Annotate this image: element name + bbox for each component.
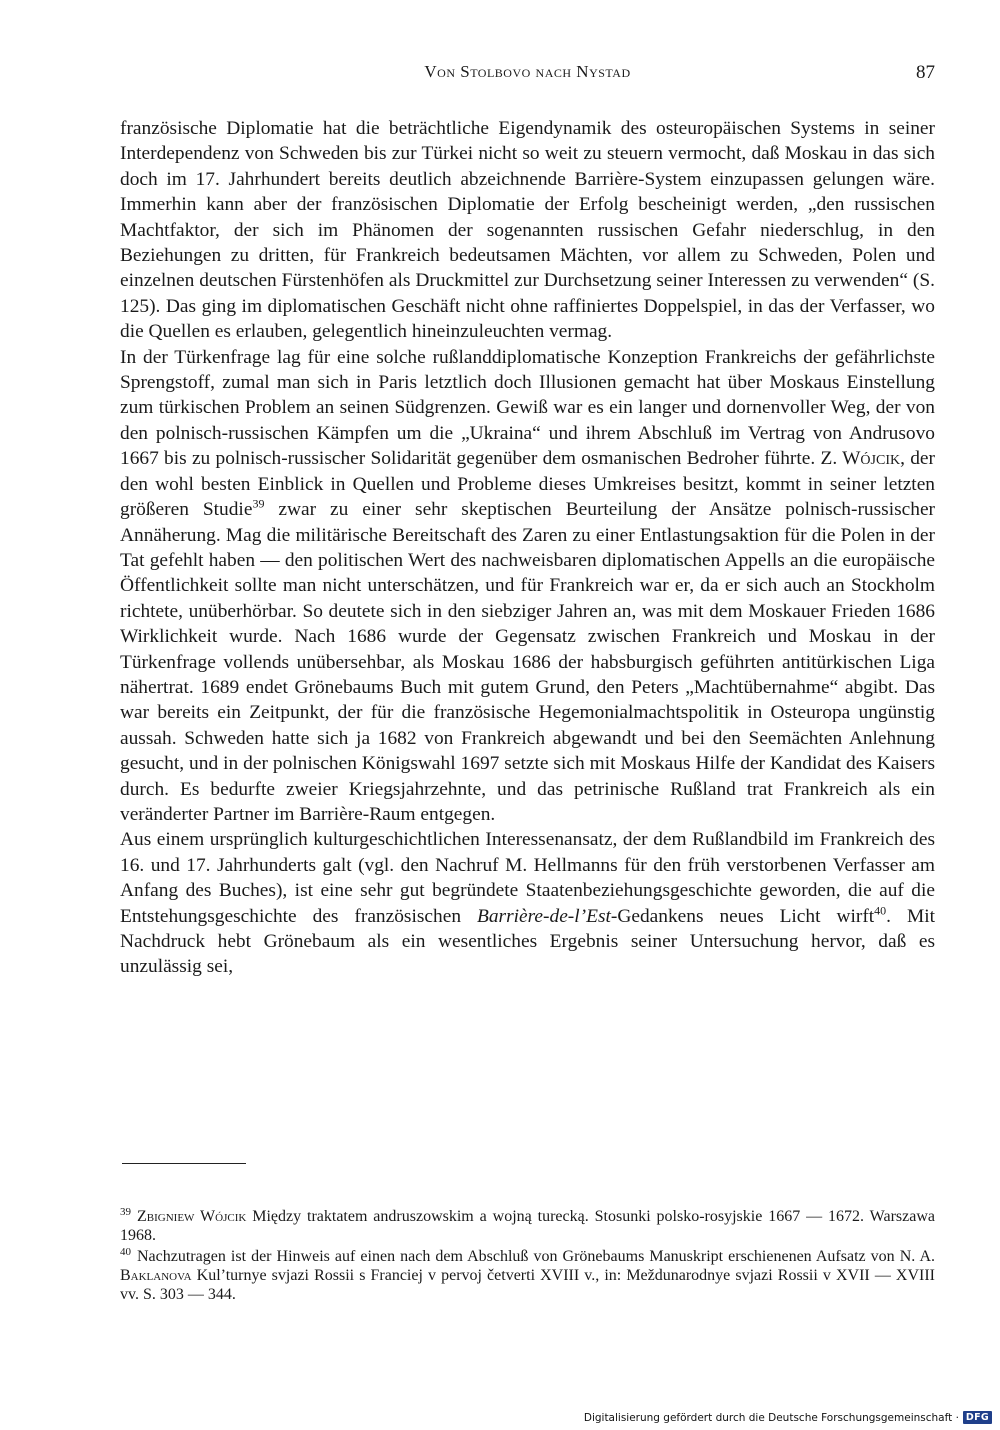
footnote-number: 40 — [120, 1245, 131, 1258]
footnote-author: Baklanova — [120, 1267, 192, 1284]
footnote-ref-39: 39 — [252, 496, 265, 511]
paragraph-3-part-a: Aus einem ursprünglich kulturgeschichtlichen Interessenansatz, der dem Rußlandbild im Frankreich des 16. und 17. Jahrhunderts galt (vgl. den Nachruf M. Hellmanns für den früh verstorbenen Verfasser am Anfang des Buches), ist eine sehr gut begründete Staatenbeziehungsgeschichte geworden, die auf die Entstehungsgeschichte des französischen — [120, 829, 935, 927]
footnote-text: Nachzutragen ist der Hinweis auf einen nach dem Abschluß von Grönebaums Manuskript erschienenen Aufsatz von N. A. — [137, 1248, 935, 1265]
paragraph-3-part-b: -Gedankens neues Licht wirft — [610, 905, 875, 927]
paragraph-2-part-c: zwar zu einer sehr skeptischen Beurteilung der Ansätze polnisch-russischer Annäherung. Mag die militärische Bereitschaft des Zaren zu einer Entlastungsaktion für die Polen in der Tat gefehlt haben — den politischen Wert des nachweisbaren diplomatischen Appells an die europäische Öffentlichkeit sollte man nicht unterschätzen, und für Frankreich war er, da er sich auch an Stockholm richtete, unüberhörbar. So deutete sich in den siebziger Jahren an, was mit dem Moskauer Frieden 1686 Wirklichkeit wurde. Nach 1686 wurde der Gegensatz zwischen Frankreich und Moskau in der Türkenfrage vollends unübersehbar, als Moskau 1686 der habsburgisch geführten antitürkischen Liga nähertrat. 1689 endet Grönebaums Buch mit gutem Grund, den Peters „Machtübernahme“ abgibt. Das war bereits ein Zeitpunkt, der für die französische Hegemonialmachtspolitik in Osteuropa ungünstig aussah. Schweden hatte sich ja 1682 von Frankreich abgewandt und bei den Seemächten Anlehnung gesucht, und in der polnischen Königswahl 1697 setzte sich mit Moskaus Hilfe der Kandidat des Kaisers durch. Es bedurfte zweier Kriegsjahrzehnte, und das petrinische Rußland trat Frankreich als ein veränderter Partner im Barrière-Raum entgegen. — [120, 499, 936, 825]
footnote-40 — [120, 1247, 935, 1304]
paragraph-1: französische Diplomatie hat die beträchtliche Eigendynamik des osteuropäischen Systems in seiner Interdependenz von Schweden bis zur Türkei nicht so weit zu steuern vermocht, daß Moskau in das sich doch im 17. Jahrhundert bereits deutlich abzeichnende Barrière-System einzupassen gelungen wäre. Immerhin kann aber der französischen Diplomatie der Erfolg bescheinigt werden, „den russischen Machtfaktor, der sich im Phänomen der sogenannten russischen Gefahr niederschlug, in den Beziehungen zu dritten, für Frankreich bedeutsamen Mächten, vor allem zu Schweden, Polen und einzelnen deutschen Fürstenhöfen als Druckmittel zur Durchsetzung seiner Interessen zu verwenden“ (S. 125). Das ging im diplomatischen Geschäft nicht ohne raffiniertes Doppelspiel, in das der Verfasser, wo die Quellen es erlauben, gelegentlich hineinzuleuchten vermag. — [120, 118, 935, 343]
page-header — [120, 62, 935, 86]
italic-term: Barrière-de-l’Est — [476, 905, 611, 927]
footnote-39 — [120, 1207, 935, 1245]
footnote-number: 39 — [120, 1205, 131, 1218]
dfg-logo-icon: DFG — [963, 1411, 992, 1424]
body-text — [120, 116, 935, 980]
digitization-credit — [584, 1411, 992, 1424]
footnote-author: Zbigniew Wójcik — [137, 1208, 247, 1225]
author-name-wojcik: Z. Wójcik — [820, 448, 901, 470]
paragraph-2-part-b: , der den wohl besten Einblick in Quellen und Probleme dieses Umkreises besitzt, kommt in seiner letzten größeren Studie — [120, 448, 935, 521]
paragraph-3 — [120, 827, 935, 979]
paragraph-3-part-c: . Mit Nachdruck hebt Grönebaum als ein wesentliches Ergebnis seiner Untersuchung hervor, daß es unzulässig sei, — [120, 905, 936, 978]
footnote-text: Między traktatem andruszowskim a wojną turecką. Stosunki polsko-rosyjskie 1667 — 1672. Warszawa 1968. — [120, 1208, 935, 1244]
paragraph-2 — [120, 345, 935, 828]
running-title: Von Stolbovo nach Nystad — [424, 62, 631, 81]
footnote-text: Kul’turnye svjazi Rossii s Franciej v pervoj četverti XVIII v., in: Meždunarodnye svjazi Rossii v XVII — XVIII vv. S. 303 — 344. — [120, 1267, 935, 1303]
footnotes — [120, 1207, 935, 1306]
credit-text: Digitalisierung gefördert durch die Deutsche Forschungsgemeinschaft · — [583, 1411, 959, 1424]
footnote-divider — [122, 1163, 246, 1164]
paragraph-2-part-a: In der Türkenfrage lag für eine solche rußlanddiplomatische Konzeption Frankreichs der gefährlichste Sprengstoff, zumal man sich in Paris letztlich doch Illusionen gemacht hat über Moskaus Einstellung zum türkischen Problem an seinen Südgrenzen. Gewiß war es ein langer und dornenvoller Weg, der von den polnisch-russischen Kämpfen um die „Ukraina“ und ihrem Abschluß im Vertrag von Andrusovo 1667 bis zu polnisch-russischer Solidarität gegenüber dem osmanischen Bedroher führte. — [120, 346, 935, 470]
page-number: 87 — [916, 62, 935, 83]
footnote-ref-40: 40 — [874, 903, 887, 918]
